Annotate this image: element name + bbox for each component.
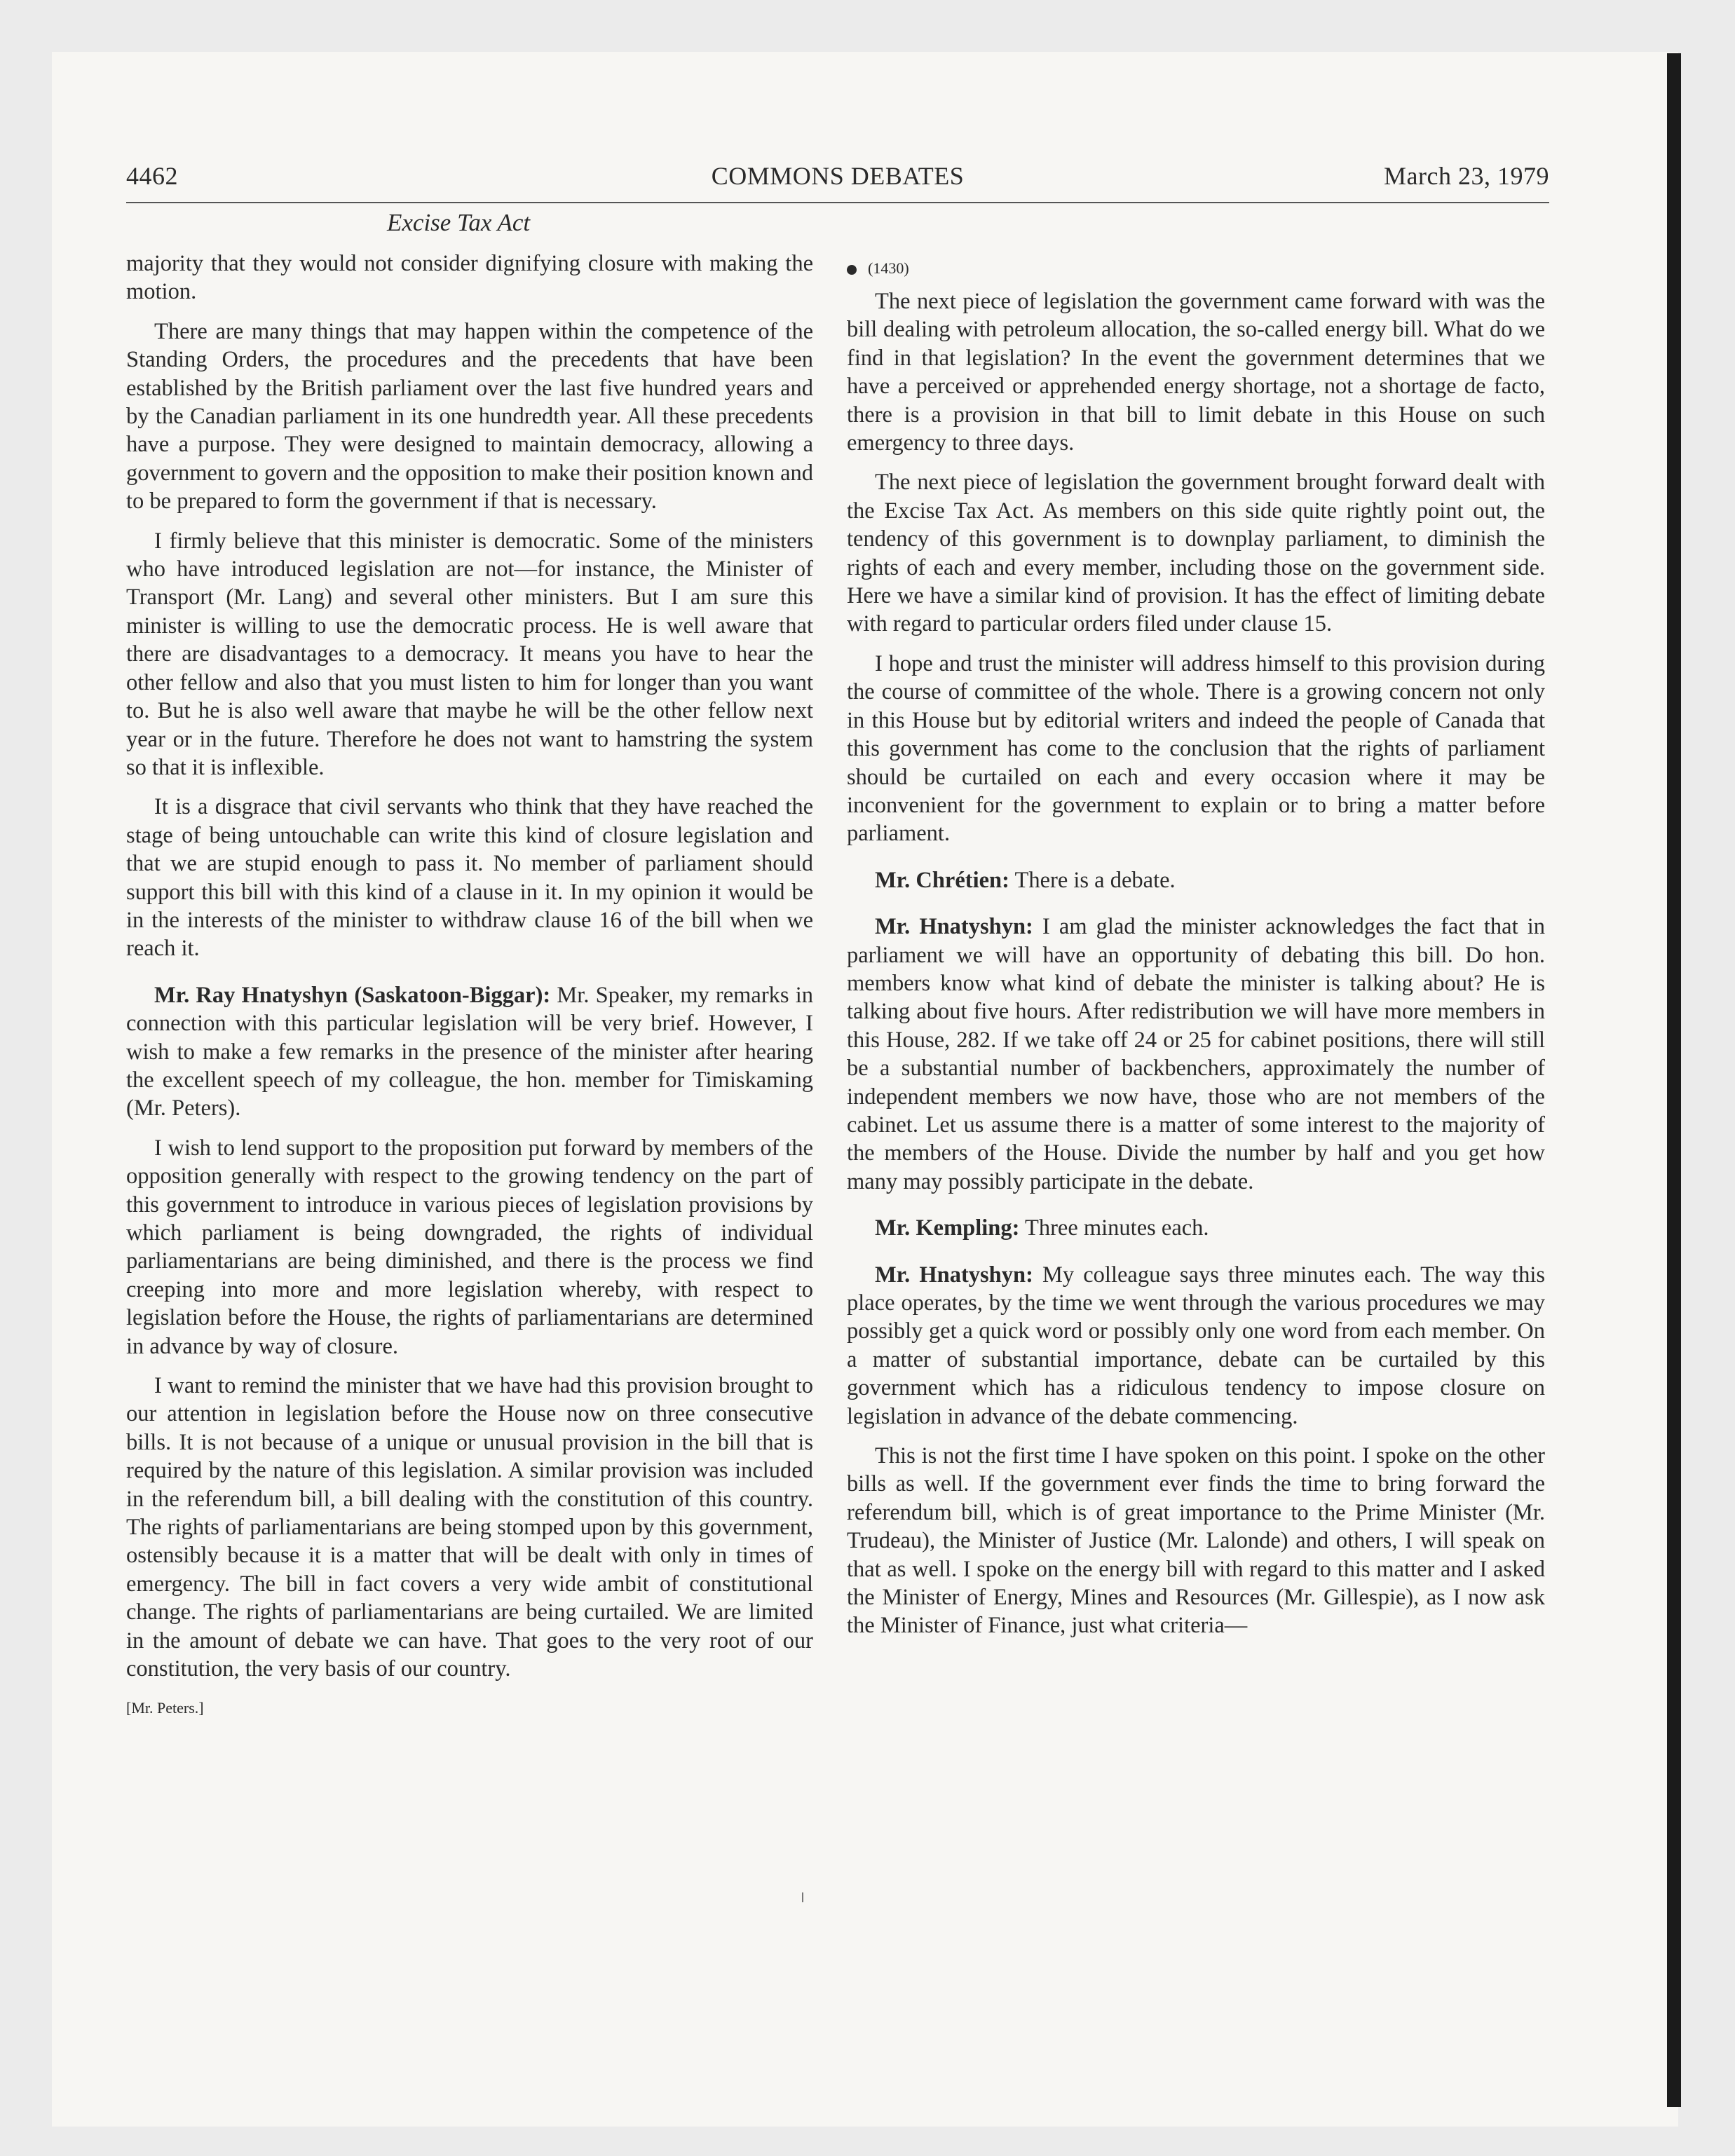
speech-text: Three minutes each. [1019,1215,1209,1241]
speech-text: I am glad the minister acknowledges the fact that in parliament we will have an opportunity of debating this bill. Do hon. members know what kind of debate the minister is talking about? He is talking about five hours. After redistribution we will have more members in this House, 282. If we take off 24 or 25 for cabinet positions, there will still be a substantial number of backbenchers, approximately the number of independent members we now have, those who are not members of the cabinet. Let us assume there is a matter of some interest to the majority of the members of the House. Divide the number by half and you get how many may possibly participate in the debate. [847,914,1546,1194]
speaker-name: Mr. Hnatyshyn: [875,1262,1033,1288]
paragraph: I hope and trust the minister will address himself to this provision during the course of committee of the whole. There is a growing concern not only in this House but by editorial writers and indeed the people of Canada that this government has come to the conclusion that the rights of parliament should be curtailed on each and every occasion where it may be inconvenient for the government to explain or to bring a matter before parliament. [847,650,1545,847]
page-header [126,161,1549,203]
speech-paragraph [847,1214,1545,1242]
paragraph: This is not the first time I have spoken on this point. I spoke on the other bills as well. If the government ever finds the time to bring forward the referendum bill, which is of great importance to the Prime Minister (Mr. Trudeau), the Minister of Justice (Mr. Lalonde) and others, I will speak on that as well. I spoke on the energy bill with regard to this matter and I asked the Minister of Energy, Mines and Resources (Mr. Gillespie), as I now ask the Minister of Finance, just what criteria— [847,1443,1545,1639]
speaker-name: Mr. Chrétien: [875,867,1009,893]
speech-text: Mr. Speaker, my remarks in connection with this particular legislation will be very brief. However, I wish to make a few remarks in the presence of the minister after hearing the excellent speech of my colleague, the hon. member for Timiskaming (Mr. Peters). [126,982,814,1121]
paragraph: The next piece of legislation the government came forward with was the bill dealing with petroleum allocation, the so-called energy bill. What do we find in that legislation? In the event the government determines that we have a perceived or apprehended energy shortage, not a shortage de facto, there is a provision in that bill to limit debate in this House on such emergency to three days. [847,289,1545,456]
speech-paragraph [847,866,1545,894]
paragraph: The next piece of legislation the government brought forward dealt with the Excise Tax Act. As members on this side quite rightly point out, the tendency of this government is to downplay parliament, to diminish the rights of each and every member, including those on the government side. Here we have a similar kind of provision. It has the effect of limiting debate with regard to particular orders filed under clause 15. [847,470,1545,637]
scan-artifact [802,1892,803,1902]
time-marker [847,258,1545,279]
bullet-icon [847,265,857,275]
footnote: [Mr. Peters.] [126,1698,204,1717]
issue-date: March 23, 1979 [1384,162,1549,190]
paragraph: I firmly believe that this minister is democratic. Some of the ministers who have introduced legislation are not—for instance, the Minister of Transport (Mr. Lang) and several other ministers. But I am sure this minister is willing to use the democratic process. He is well aware that there are disadvantages to a democracy. It means you have to hear the other fellow and also that you must listen to him for longer than you want to. But he is also well aware that maybe he will be the other fellow next year or in the future. Therefore he does not want to hamstring the system so that it is inflexible. [126,528,813,780]
right-column [847,258,1545,1651]
speaker-name: Mr. Kempling: [875,1215,1020,1241]
page-number: 4462 [126,162,178,190]
speech-paragraph [126,981,813,1123]
speaker-name: Mr. Ray Hnatyshyn (Saskatoon-Biggar): [154,982,551,1008]
speaker-name: Mr. Hnatyshyn: [875,914,1033,940]
scan-edge-shadow [1667,53,1681,2107]
paragraph: majority that they would not consider dignifying closure with making the motion. [126,251,813,305]
speech-text: There is a debate. [1009,867,1176,893]
publication-title: COMMONS DEBATES [711,162,965,190]
running-head: Excise Tax Act [387,209,531,236]
speech-text: My colleague says three minutes each. The way this place operates, by the time we went through the various procedures we may possibly get a quick word or possibly only one word from each member. On a matter of substantial importance, debate can be curtailed by this government which has a ridiculous tendency to impose closure on legislation in advance of the debate commencing. [847,1262,1546,1429]
speech-paragraph [847,913,1545,1196]
speech-paragraph [847,1261,1545,1431]
left-column [126,250,813,1719]
paragraph: I wish to lend support to the proposition put forward by members of the opposition generally with respect to the growing tendency on the part of this government to introduce in various pieces of legislation provisions by which parliament is being downgraded, the rights of individual parliamentarians are being diminished, and there is the process we find creeping into more and more legislation whereby, with respect to legislation before the House, the rights of parliamentarians are determined in advance by way of closure. [126,1135,813,1359]
paragraph: I want to remind the minister that we have had this provision brought to our attention in legislation before the House now on three consecutive bills. It is not because of a unique or unusual provision in the bill that is required by the nature of this legislation. A similar provision was included in the referendum bill, a bill dealing with the constitution of this country. The rights of parliamentarians are being stomped upon by this government, ostensibly because it is a matter that will be dealt with only in times of emergency. The bill in fact covers a very wide ambit of constitutional change. The rights of parliamentarians are being curtailed. We are limited in the amount of debate we can have. That goes to the very root of our constitution, the very basis of our country. [126,1373,813,1682]
paragraph: It is a disgrace that civil servants who think that they have reached the stage of being untouchable can write this kind of closure legislation and that we are stupid enough to pass it. No member of parliament should support this bill with this kind of a clause in it. In my opinion it would be in the interests of the minister to withdraw clause 16 of the bill when we reach it. [126,794,813,962]
time-marker-text: (1430) [868,259,909,277]
paragraph: There are many things that may happen within the competence of the Standing Orders, the procedures and the precedents that have been established by the British parliament over the last five hundred years and by the Canadian parliament in its one hundredth year. All these precedents have a purpose. They were designed to maintain democracy, allowing a government to govern and the opposition to make their position known and to be prepared to form the government if that is necessary. [126,318,813,514]
